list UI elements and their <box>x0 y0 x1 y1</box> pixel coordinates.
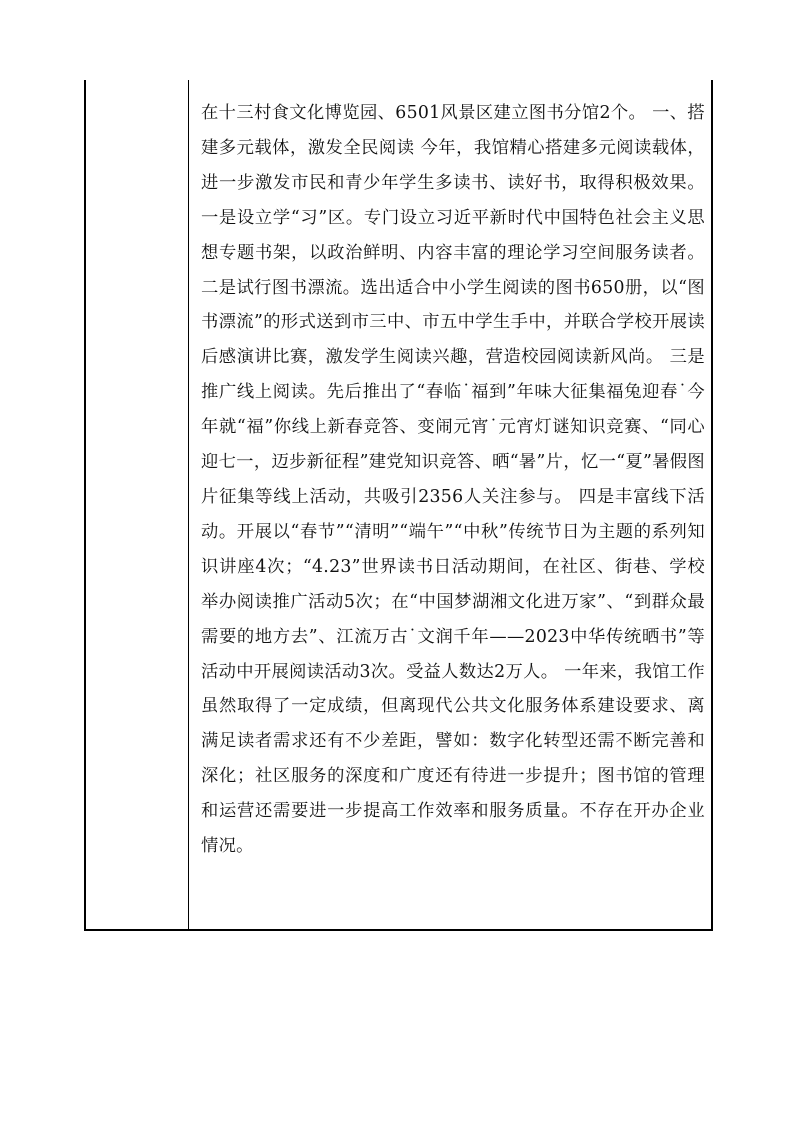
report-table <box>84 80 713 931</box>
table-label-cell <box>86 80 189 929</box>
report-body-paragraph: 在十三村食文化博览园、6501风景区建立图书分馆2个。 一、搭建多元载体，激发全民阅读 今年，我馆精心搭建多元阅读载体，进一步激发市民和青少年学生多读书、读好书，取得积极效果。一是设立学“习”区。专门设立习近平新时代中国特色社会主义思想专题书架，以政治鲜明、内容丰富的理论学习空间服务读者。二是试行图书漂流。选出适合中小学生阅读的图书650册，以“图书漂流”的形式送到市三中、市五中学生手中，并联合学校开展读后感演讲比赛，激发学生阅读兴趣，营造校园阅读新风尚。 三是推广线上阅读。先后推出了“春临˙福到”年味大征集福兔迎春˙今年就“福”你线上新春竞答、变闹元宵˙元宵灯谜知识竞赛、“同心迎七一，迈步新征程”建党知识竞答、晒“暑”片，忆一“夏”暑假图片征集等线上活动，共吸引2356人关注参与。 四是丰富线下活动。开展以“春节”“清明”“端午”“中秋”传统节日为主题的系列知识讲座4次；“4.23”世界读书日活动期间，在社区、街巷、学校举办阅读推广活动5次；在“中国梦湖湘文化进万家”、“到群众最需要的地方去”、江流万古˙文润千年——2023中华传统晒书”等活动中开展阅读活动3次。受益人数达2万人。 一年来，我馆工作虽然取得了一定成绩，但离现代公共文化服务体系建设要求、离满足读者需求还有不少差距，譬如：数字化转型还需不断完善和深化；社区服务的深度和广度还有待进一步提升；图书馆的管理和运营还需要进一步提高工作效率和服务质量。不存在开办企业情况。 <box>201 103 705 857</box>
table-content-cell <box>189 80 711 929</box>
